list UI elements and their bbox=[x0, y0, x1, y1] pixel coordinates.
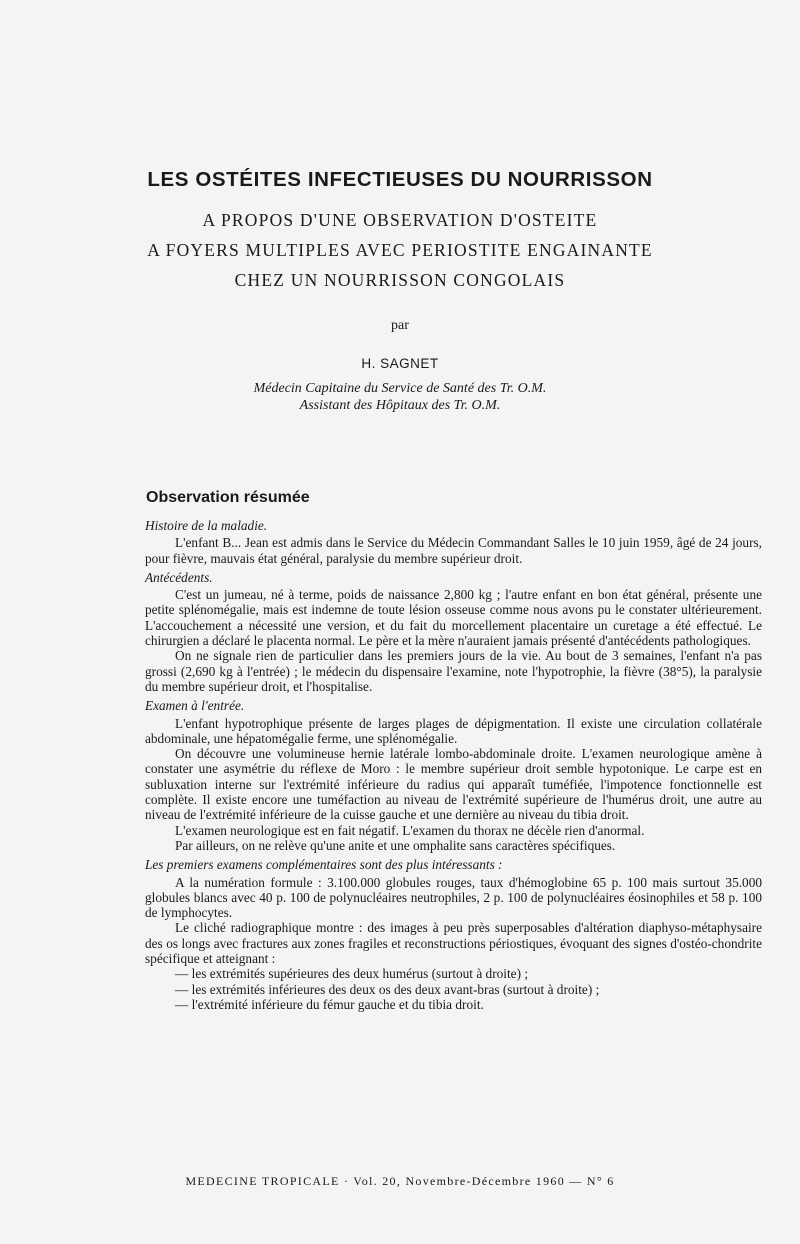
section-heading: Observation résumée bbox=[146, 489, 310, 506]
subheading-antecedents: Antécédents. bbox=[145, 569, 213, 585]
paragraph-antecedents-1: C'est un jumeau, né à terme, poids de naissance 2,800 kg ; l'autre enfant en bon état général, présente une petite splénomégalie, mais est indemne de toute lésion osseuse comme nous avons pu le constater ultérieurement. L'accouchement a nécessité une version, et du fait du morcellement placentaire un curetage a été effectué. Le chirurgien a déclaré le placenta normal. Le père et la mère n'auraient jamais présenté d'antécédents pathologiques. bbox=[145, 587, 762, 649]
subtitle-line-1: A PROPOS D'UNE OBSERVATION D'OSTEITE bbox=[202, 210, 598, 230]
article-title: LES OSTÉITES INFECTIEUSES DU NOURRISSON bbox=[147, 168, 653, 191]
paragraph-examen-1: L'enfant hypotrophique présente de larges plages de dépigmentation. Il existe une circulation collatérale abdominale, une hépatomégalie ferme, une splénomégalie. bbox=[145, 715, 762, 746]
subtitle-line-3: CHEZ UN NOURRISSON CONGOLAIS bbox=[234, 270, 566, 290]
paragraph-antecedents-2: On ne signale rien de particulier dans les premiers jours de la vie. Au bout de 3 semaines, l'enfant n'a pas grossi (2,690 kg à l'entrée) ; le médecin du dispensaire l'examine, note l'hypotrophie, la fièvre (38°5), la paralysie du membre supérieur droit, et l'hospitalise. bbox=[145, 648, 762, 694]
author-name: H. SAGNET bbox=[361, 356, 439, 371]
article-body bbox=[145, 518, 762, 1012]
affiliation-line-2: Assistant des Hôpitaux des Tr. O.M. bbox=[299, 398, 501, 413]
paragraph-examen-2: On découvre une volumineuse hernie latérale lombo-abdominale droite. L'examen neurologique amène à constater une asymétrie du réflexe de Moro : le membre supérieur droit semble hypotonique. Le carpe est en subluxation interne sur l'extrémité inférieure du radius qui apparaît tuméfiée, l'impotence fonctionnelle est complète. Il existe encore une tuméfaction au niveau de l'extrémité supérieure de l'humérus droit, une autre au niveau de l'extrémité inférieure de la cuisse gauche et une dernière au niveau du tibia droit. bbox=[145, 746, 762, 823]
subheading-premiers-examens: Les premiers examens complémentaires sont des plus intéressants : bbox=[145, 857, 503, 873]
paragraph-histoire: L'enfant B... Jean est admis dans le Service du Médecin Commandant Salles le 10 juin 1959, âgé de 24 jours, pour fièvre, mauvais état général, paralysie du membre supérieur droit. bbox=[145, 535, 762, 566]
paragraph-numeration: A la numération formule : 3.100.000 globules rouges, taux d'hémoglobine 65 p. 100 mais surtout 35.000 globules blancs avec 40 p. 100 de polynucléaires neutrophiles, 2 p. 100 de polynucléaires éosinophiles et 58 p. 100 de lymphocytes. bbox=[145, 874, 762, 921]
paragraph-radiographie: Le cliché radiographique montre : des images à peu près superposables d'altération diaphyso-métaphysaire des os longs avec fractures aux zones fragiles et reconstructions périostiques, évoquant des signes d'ostéo-chondrite spécifique et atteignant : bbox=[145, 920, 762, 967]
par-label: par bbox=[391, 318, 409, 333]
list-item: — l'extrémité inférieure du fémur gauche et du tibia droit. bbox=[175, 996, 484, 1012]
subtitle-line-2: A FOYERS MULTIPLES AVEC PERIOSTITE ENGAINANTE bbox=[147, 240, 653, 260]
affiliation-line-1: Médecin Capitaine du Service de Santé des Tr. O.M. bbox=[253, 381, 547, 396]
subheading-histoire: Histoire de la maladie. bbox=[145, 518, 268, 533]
list-item: — les extrémités inférieures des deux os des deux avant-bras (surtout à droite) ; bbox=[175, 981, 600, 997]
paragraph-examen-4: Par ailleurs, on ne relève qu'une anite et une omphalite sans caractères spécifiques. bbox=[175, 837, 616, 853]
paragraph-examen-3: L'examen neurologique est en fait négatif. L'examen du thorax ne décèle rien d'anormal. bbox=[175, 822, 645, 838]
subheading-examen: Examen à l'entrée. bbox=[145, 698, 245, 714]
list-item: — les extrémités supérieures des deux humérus (surtout à droite) ; bbox=[175, 966, 529, 982]
journal-footer: MEDECINE TROPICALE · Vol. 20, Novembre-Décembre 1960 — N° 6 bbox=[185, 1174, 615, 1188]
